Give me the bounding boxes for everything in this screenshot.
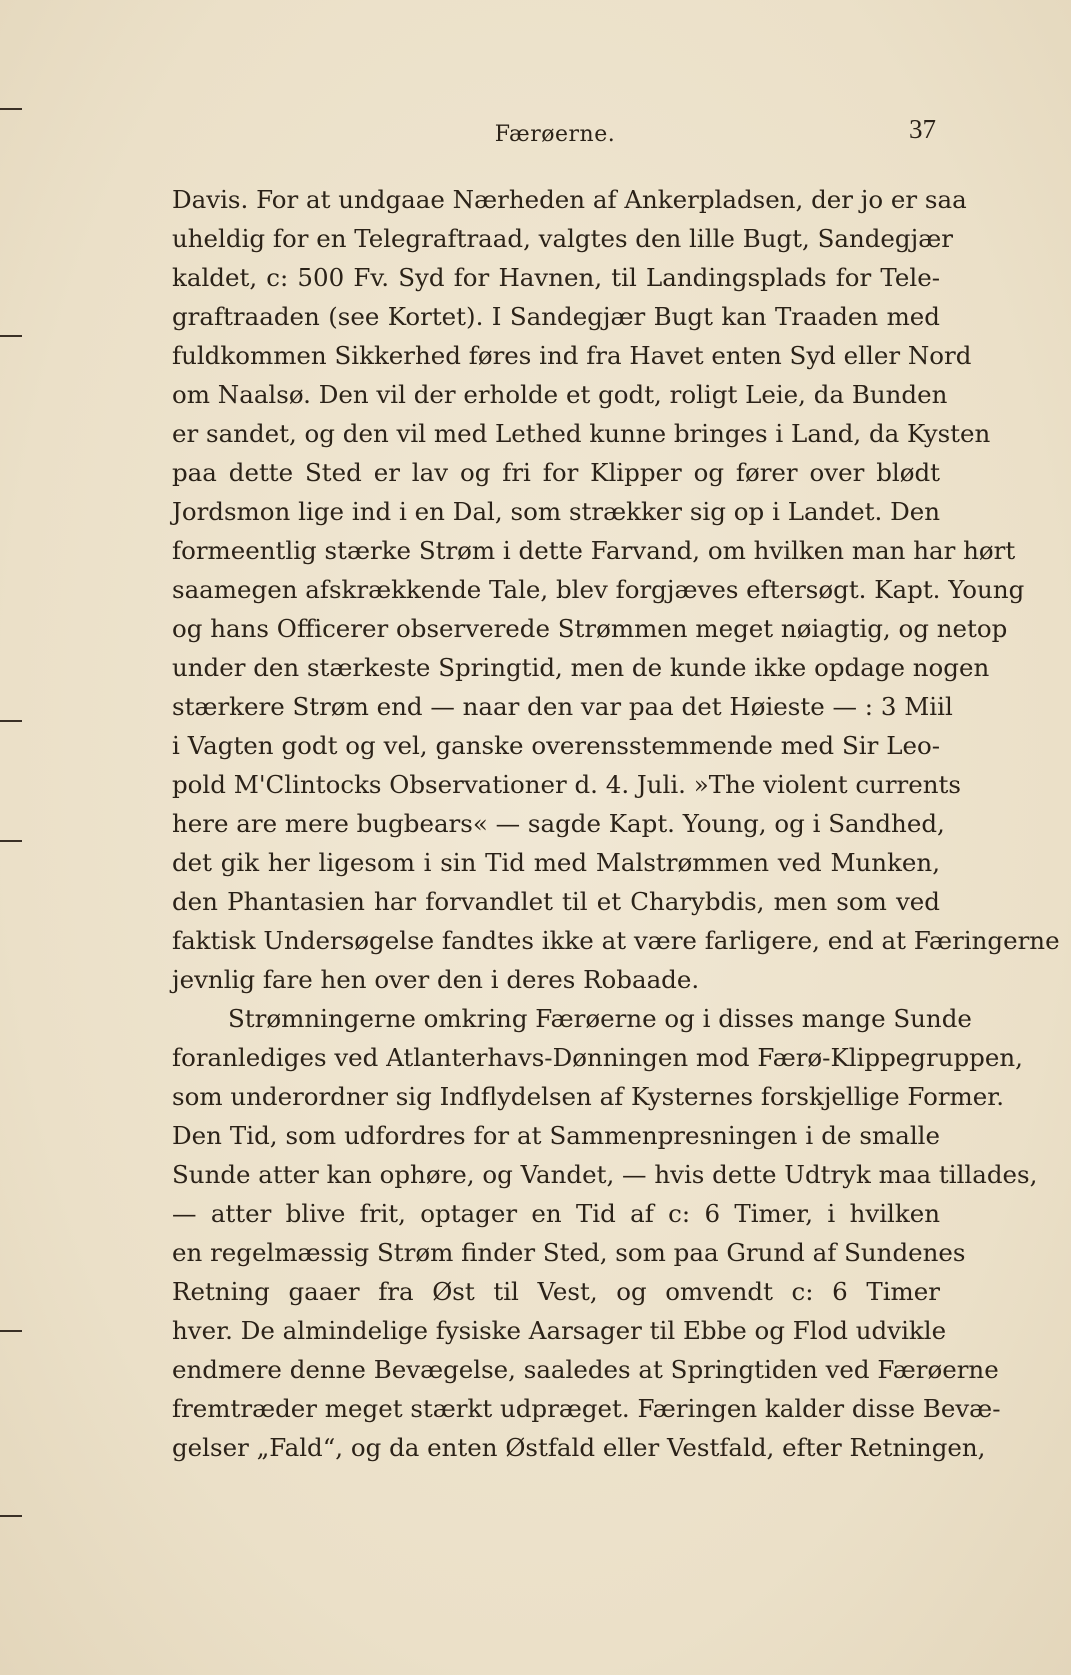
- text-line: — atter blive frit, optager en Tid af c: 6 Timer, i hvilken: [172, 1199, 940, 1228]
- text-line: formeentlig stærke Strøm i dette Farvand, om hvilken man har hørt: [172, 536, 1016, 565]
- edge-mark: [0, 1515, 22, 1517]
- edge-mark: [0, 108, 22, 110]
- text-line: jevnlig fare hen over den i deres Robaade.: [172, 965, 700, 994]
- text-line: saamegen afskrækkende Tale, blev forgjæves eftersøgt. Kapt. Young: [172, 575, 1025, 604]
- text-line: here are mere bugbears« — sagde Kapt. Young, og i Sandhed,: [172, 809, 945, 838]
- text-line: gelser „Fald“, og da enten Østfald eller Vestfald, efter Retningen,: [172, 1433, 986, 1462]
- text-line: Sunde atter kan ophøre, og Vandet, — hvis dette Udtryk maa tillades,: [172, 1160, 1038, 1189]
- text-line: kaldet, c: 500 Fv. Syd for Havnen, til Landingsplads for Tele-: [172, 263, 940, 292]
- text-line: om Naalsø. Den vil der erholde et godt, roligt Leie, da Bunden: [172, 380, 948, 409]
- body-text: [172, 180, 1060, 1467]
- running-head: Færøerne.: [494, 122, 616, 147]
- text-line: hver. De almindelige fysiske Aarsager til Ebbe og Flod udvikle: [172, 1316, 947, 1345]
- text-line: faktisk Undersøgelse fandtes ikke at være farligere, end at Færingerne: [172, 926, 1060, 955]
- text-line: det gik her ligesom i sin Tid med Malstrømmen ved Munken,: [172, 848, 940, 877]
- text-line: og hans Officerer observerede Strømmen meget nøiagtig, og netop: [172, 614, 1008, 643]
- text-line: paa dette Sted er lav og fri for Klipper og fører over blødt: [172, 458, 940, 487]
- page-number: 37: [909, 114, 936, 144]
- text-line: endmere denne Bevægelse, saaledes at Springtiden ved Færøerne: [172, 1355, 999, 1384]
- text-line: er sandet, og den vil med Lethed kunne bringes i Land, da Kysten: [172, 419, 991, 448]
- text-line: graftraaden (see Kortet). I Sandegjær Bugt kan Traaden med: [172, 302, 940, 331]
- edge-mark: [0, 840, 22, 842]
- text-line: Retning gaaer fra Øst til Vest, og omvendt c: 6 Timer: [172, 1277, 940, 1306]
- edge-mark: [0, 1330, 22, 1332]
- text-line: en regelmæssig Strøm finder Sted, som paa Grund af Sundenes: [172, 1238, 966, 1267]
- text-line: stærkere Strøm end — naar den var paa det Høieste — : 3 Miil: [172, 692, 953, 721]
- text-line: i Vagten godt og vel, ganske overensstemmende med Sir Leo-: [172, 731, 940, 760]
- page-header: [170, 114, 940, 154]
- text-line: under den stærkeste Springtid, men de kunde ikke opdage nogen: [172, 653, 990, 682]
- text-line: Strømningerne omkring Færøerne og i disses mange Sunde: [228, 1004, 972, 1033]
- text-line: Jordsmon lige ind i en Dal, som strækker sig op i Landet. Den: [172, 497, 940, 526]
- text-line: foranlediges ved Atlanterhavs-Dønningen mod Færø-Klippegruppen,: [172, 1043, 1023, 1072]
- text-line: uheldig for en Telegraftraad, valgtes den lille Bugt, Sandegjær: [172, 224, 953, 253]
- edge-mark: [0, 720, 22, 722]
- text-line: fuldkommen Sikkerhed føres ind fra Havet enten Syd eller Nord: [172, 341, 972, 370]
- text-line: som underordner sig Indflydelsen af Kysternes forskjellige Former.: [172, 1082, 1005, 1111]
- text-line: Davis. For at undgaae Nærheden af Ankerpladsen, der jo er saa: [172, 185, 967, 214]
- text-line: den Phantasien har forvandlet til et Charybdis, men som ved: [172, 887, 940, 916]
- text-line: fremtræder meget stærkt udpræget. Færingen kalder disse Bevæ-: [172, 1394, 1001, 1423]
- text-line: Den Tid, som udfordres for at Sammenpresningen i de smalle: [172, 1121, 940, 1150]
- edge-mark: [0, 335, 22, 337]
- text-line: pold M'Clintocks Observationer d. 4. Juli. »The violent currents: [172, 770, 961, 799]
